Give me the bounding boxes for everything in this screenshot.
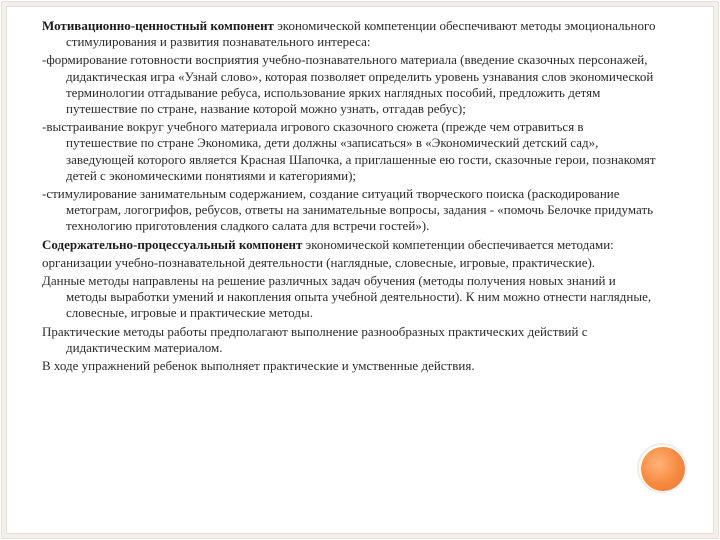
paragraph-content-procedural (42, 237, 658, 253)
paragraph-methods-aim (42, 273, 658, 322)
paragraph-motivational (42, 18, 658, 50)
paragraph-exercises (42, 358, 658, 374)
orange-circle-decoration (641, 447, 685, 491)
paragraph-text: -формирование готовности восприятия учебно-познавательного материала (введение сказочных персонажей, дидактическая игра «Узнай слово», которая позволяет определить уровень узнавания слов экономической терминологии отгадывание ребуса, использование ярких наглядных пособий, предложить детям путешествие по стране, название которой можно узнать, отгадав ребус); (42, 52, 654, 117)
term-motivational-component: Мотивационно-ценностный компонент (42, 18, 274, 33)
term-content-procedural-component: Содержательно-процессуальный компонент (42, 236, 303, 252)
paragraph-text: -выстраивание вокруг учебного материала игрового сказочного сюжета (прежде чем отравиться в путешествие по стране Экономика, дети должны «записаться» в «Экономический детский сад», заведующей которого является Красная Шапочка, а приглашенные ею гости, сказочные герои, познакомят детей с экономическими понятиями и категориями); (42, 119, 656, 183)
paragraph-text: организации учебно-познавательной деятельности (наглядные, словесные, игровые, практические). (42, 254, 596, 270)
slide-body (42, 18, 658, 376)
paragraph-text: экономической компетенции обеспечивается методами: (302, 236, 614, 252)
paragraph-bullet-plot (42, 119, 658, 184)
paragraph-bullet-stimulation (42, 186, 658, 235)
paragraph-text: В ходе упражнений ребенок выполняет практические и умственные действия. (42, 358, 475, 374)
paragraph-practical-methods (42, 324, 658, 356)
paragraph-organization (42, 255, 658, 271)
paragraph-bullet-readiness (42, 52, 658, 117)
paragraph-text: экономической компетенции обеспечивают методы эмоционального стимулирования и развития познавательного интереса: (66, 18, 656, 50)
paragraph-text: Практические методы работы предполагают выполнение разнообразных практических действий с дидактическим материалом. (42, 323, 588, 355)
paragraph-text: -стимулирование занимательным содержанием, создание ситуаций творческого поиска (раскодирование метограм, логогрифов, ребусов, ответы на занимательные вопросы, задания - «помочь Белочке придумать технологию приготовления сладкого салата для встречи гостей»). (42, 186, 654, 234)
paragraph-text: Данные методы направлены на решение различных задач обучения (методы получения новых знаний и методы выработки умений и накопления опыта учебной деятельности). К ним можно отнести наглядные, словесные, игровые и практические методы. (42, 273, 652, 321)
